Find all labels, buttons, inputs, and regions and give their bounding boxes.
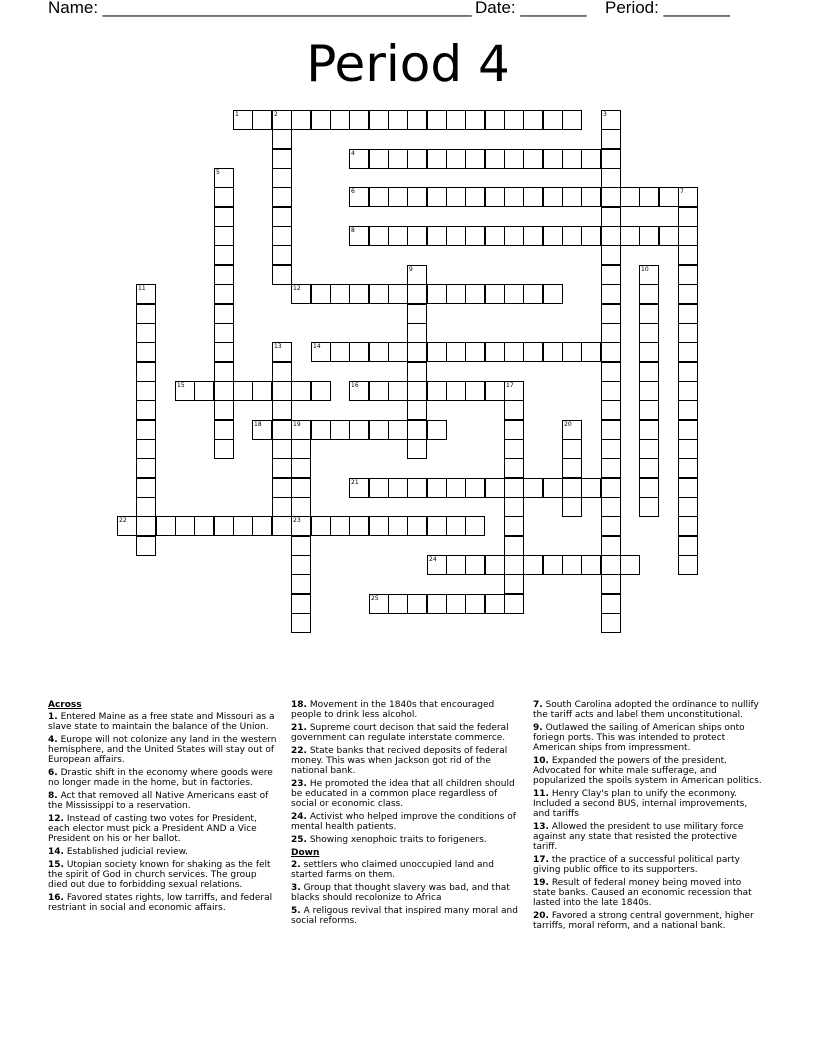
across-clue [291,700,521,720]
clue-text: Europe will not colonize any land in the western hemisphere, and the United States will stay out of European affairs. [48,735,277,765]
clue-text: Instead of casting two votes for President, each elector must pick a President AND a Vice President on his or her ballot. [48,814,257,844]
clue-number: 6 [351,188,355,195]
clue-column-3 [533,700,763,934]
across-clue [48,814,278,844]
clue-text: Supreme court decison that said the federal government can regulate interstate commerce. [291,723,509,743]
clue-number: 8 [351,227,355,234]
clue-number: 23 [293,517,301,524]
clue-number-label: 3. [291,883,301,893]
clue-text: A religous revival that inspired many moral and social reforms. [291,906,518,926]
clue-number-label: 15. [48,860,64,870]
clue-number-label: 18. [291,700,307,710]
clue-number: 19 [293,421,301,428]
down-clue [291,906,521,926]
clue-text: Outlawed the sailing of American ships onto foriegn ports. This was intended to protect American ships from impressment. [533,723,745,753]
clue-text: Expanded the powers of the president. Advocated for white male sufferage, and popularized the spoils system in American politics. [533,756,762,786]
clue-number: 17 [506,382,514,389]
across-clue [48,735,278,765]
clue-number-label: 12. [48,814,64,824]
clue-number: 1 [235,111,239,118]
clue-number-label: 13. [533,822,549,832]
name-field[interactable]: Name: _______________________________________ [48,0,472,17]
clue-text: Act that removed all Native Americans east of the Mississippi to a reservation. [48,791,269,811]
down-clue [533,723,763,753]
clue-number-label: 2. [291,860,301,870]
across-clue [291,723,521,743]
down-clue [533,700,763,720]
clue-text: Activist who helped improve the conditions of mental health patients. [291,812,516,832]
across-clue [291,835,521,845]
clue-column-1 [48,700,278,916]
clue-number-label: 10. [533,756,549,766]
clue-text: Allowed the president to use military force against any state that resisted the protective tariff. [533,822,744,852]
clue-text: Entered Maine as a free state and Missouri as a slave state to maintain the balance of the Union. [48,712,275,732]
clue-number: 18 [254,421,262,428]
clue-text: He promoted the idea that all children should be educated in a common place regardless of social or economic class. [291,779,515,809]
clue-number-label: 23. [291,779,307,789]
clue-number-label: 24. [291,812,307,822]
clue-text: the practice of a successful political party giving public office to its supporters. [533,855,740,875]
clue-number: 7 [680,188,684,195]
clue-text: Showing xenophoic traits to forigeners. [309,835,487,845]
across-clue [48,768,278,788]
clue-number: 4 [351,150,355,157]
clue-text: Drastic shift in the economy where goods were no longer made in the home, but in factories. [48,768,273,788]
down-clue [533,878,763,908]
across-clue [291,812,521,832]
clue-number: 3 [603,111,607,118]
down-clue [533,911,763,931]
clue-number: 12 [293,285,301,292]
clue-number: 16 [351,382,359,389]
clue-number-label: 21. [291,723,307,733]
clue-number-label: 1. [48,712,58,722]
clue-text: Movement in the 1840s that encouraged people to drink less alcohol. [291,700,495,720]
clue-text: Established judicial review. [66,847,189,857]
clue-number: 20 [564,421,572,428]
clue-number-label: 4. [48,735,58,745]
clue-number: 14 [313,343,321,350]
clue-number-label: 17. [533,855,549,865]
down-clue [533,855,763,875]
clue-number: 22 [119,517,127,524]
across-clue [291,746,521,776]
across-clue [48,712,278,732]
clue-number-label: 16. [48,893,64,903]
clue-number-label: 25. [291,835,307,845]
clue-number-label: 9. [533,723,543,733]
down-clue [291,883,521,903]
down-clue [533,822,763,852]
clue-number: 21 [351,479,359,486]
across-clue [48,791,278,811]
clue-number-label: 5. [291,906,301,916]
across-clue [48,860,278,890]
clue-number-label: 8. [48,791,58,801]
clue-text: settlers who claimed unoccupied land and started farms on them. [291,860,494,880]
clue-number: 9 [409,266,413,273]
clue-text: Group that thought slavery was bad, and that blacks should recolonize to Africa [291,883,510,903]
clue-number-label: 11. [533,789,549,799]
clue-text: Favored a strong central government, higher tarriffs, moral reform, and a national bank. [533,911,754,931]
clue-number-label: 6. [48,768,58,778]
page-title: Period 4 [306,35,510,93]
clue-text: Favored states rights, low tarriffs, and federal restriant in social and economic affairs. [48,893,273,913]
clue-text: Utopian society known for shaking as the felt the spirit of God in church services. The group died out due to forbidding sexual relations. [48,860,271,890]
down-clue [291,860,521,880]
clue-number-label: 20. [533,911,549,921]
clue-number-label: 7. [533,700,543,710]
clue-number: 5 [216,169,220,176]
clue-number: 15 [177,382,185,389]
date-field[interactable]: Date: _______ [475,0,587,17]
across-heading: Across [48,700,82,710]
clue-number-label: 22. [291,746,307,756]
clue-text: State banks that recived deposits of federal money. This was when Jackson got rid of the national bank. [291,746,508,776]
clue-column-2 [291,700,521,929]
clue-number: 10 [641,266,649,273]
across-clue [48,893,278,913]
down-heading: Down [291,848,320,858]
across-clue [291,779,521,809]
period-field[interactable]: Period: _______ [605,0,730,17]
clue-text: South Carolina adopted the ordinance to nullify the tariff acts and label them unconstitutional. [533,700,759,720]
clue-number: 13 [274,343,282,350]
clue-text: Result of federal money being moved into state banks. Caused an economic recession that lasted into the late 1840s. [533,878,752,908]
clue-number: 25 [371,595,379,602]
clue-number: 2 [274,111,278,118]
clue-number: 24 [429,556,437,563]
across-clue [48,847,278,857]
clue-number: 11 [138,285,146,292]
clue-text: Henry Clay's plan to unify the econmony. Included a second BUS, internal improvements, and tariffs [533,789,748,819]
clue-number-label: 19. [533,878,549,888]
down-clue [533,789,763,819]
clue-number-label: 14. [48,847,64,857]
down-clue [533,756,763,786]
